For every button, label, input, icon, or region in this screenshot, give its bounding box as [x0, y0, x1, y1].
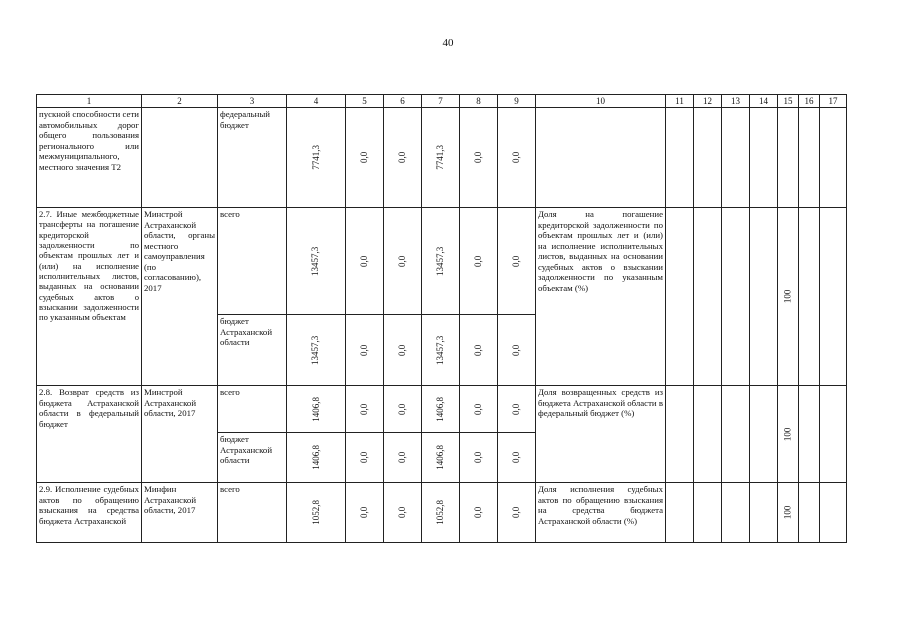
empty-cell — [666, 108, 694, 208]
executor-cell: Минстрой Астраханской области, 2017 — [142, 386, 218, 483]
value-cell: 0,0 — [460, 315, 498, 386]
value-cell: 0,0 — [498, 208, 536, 315]
funding-source-cell: всего — [218, 208, 287, 315]
value-cell: 0,0 — [498, 483, 536, 543]
empty-cell — [666, 208, 694, 386]
empty-cell — [750, 386, 778, 483]
column-header: 12 — [694, 95, 722, 108]
indicator-cell — [536, 108, 666, 208]
empty-cell — [666, 483, 694, 543]
program-table — [36, 94, 847, 543]
empty-cell — [750, 208, 778, 386]
empty-cell — [694, 108, 722, 208]
table-row — [37, 208, 847, 315]
empty-cell — [820, 108, 847, 208]
value-cell: 0,0 — [498, 108, 536, 208]
funding-source-cell: всего — [218, 386, 287, 433]
funding-source-cell: бюджет Астраханской области — [218, 433, 287, 483]
value-cell: 0,0 — [460, 433, 498, 483]
column-header: 3 — [218, 95, 287, 108]
indicator-cell: Доля исполнения судебных актов по обращению взыскания на средства бюджета Астраханской области (%) — [536, 483, 666, 543]
column-header: 7 — [422, 95, 460, 108]
empty-cell — [666, 386, 694, 483]
column-header: 8 — [460, 95, 498, 108]
value-cell: 7741,3 — [287, 108, 346, 208]
value-cell: 0,0 — [346, 208, 384, 315]
empty-cell — [722, 483, 750, 543]
column-header: 2 — [142, 95, 218, 108]
indicator-cell: Доля на погашение кредиторской задолженности по объектам прошлых лет и (или) на исполнение исполнительных листов, выданных на основании судебных актов о взыскании задолженности по указанным объектам (%) — [536, 208, 666, 386]
value-cell: 0,0 — [384, 483, 422, 543]
value-cell: 0,0 — [346, 386, 384, 433]
activity-cell: 2.7. Иные межбюджетные трансферты на погашение кредиторской задолженности по объектам прошлых лет и (или) на исполнение исполнительных листов, выданных на основании судебных актов о взыскании задолженности по указанным объектам — [37, 208, 142, 386]
empty-cell — [820, 386, 847, 483]
value-cell: 1406,8 — [422, 386, 460, 433]
column-header: 17 — [820, 95, 847, 108]
target-value-cell: 100 — [778, 386, 799, 483]
value-cell: 1052,8 — [422, 483, 460, 543]
target-value-cell: 100 — [778, 208, 799, 386]
empty-cell — [799, 208, 820, 386]
empty-cell — [694, 208, 722, 386]
column-header: 15 — [778, 95, 799, 108]
value-cell: 0,0 — [384, 108, 422, 208]
header-row — [37, 95, 847, 108]
value-cell: 0,0 — [384, 386, 422, 433]
column-header: 5 — [346, 95, 384, 108]
value-cell: 0,0 — [346, 483, 384, 543]
value-cell: 0,0 — [346, 433, 384, 483]
activity-cell: 2.9. Исполнение судебных актов по обращению взыскания на средства бюджета Астраханской — [37, 483, 142, 543]
column-header: 9 — [498, 95, 536, 108]
empty-cell — [722, 108, 750, 208]
column-header: 11 — [666, 95, 694, 108]
funding-source-cell: федеральный бюджет — [218, 108, 287, 208]
empty-cell — [750, 108, 778, 208]
value-cell: 0,0 — [460, 483, 498, 543]
value-cell: 7741,3 — [422, 108, 460, 208]
funding-source-cell: бюджет Астраханской области — [218, 315, 287, 386]
page-number: 40 — [442, 37, 454, 49]
target-value-cell: 100 — [778, 483, 799, 543]
empty-cell — [778, 108, 799, 208]
empty-cell — [799, 483, 820, 543]
value-cell: 0,0 — [498, 315, 536, 386]
value-cell: 1406,8 — [422, 433, 460, 483]
empty-cell — [722, 208, 750, 386]
value-cell: 13457,3 — [422, 315, 460, 386]
empty-cell — [820, 208, 847, 386]
column-header: 10 — [536, 95, 666, 108]
funding-source-cell: всего — [218, 483, 287, 543]
executor-cell: Минстрой Астраханской области, органы местного самоуправления (по согласованию), 2017 — [142, 208, 218, 386]
empty-cell — [820, 483, 847, 543]
column-header: 1 — [37, 95, 142, 108]
activity-cell: 2.8. Возврат средств из бюджета Астраханской области в федеральный бюджет — [37, 386, 142, 483]
value-cell: 0,0 — [346, 108, 384, 208]
value-cell: 0,0 — [346, 315, 384, 386]
empty-cell — [750, 483, 778, 543]
empty-cell — [799, 386, 820, 483]
table-row — [37, 108, 847, 208]
empty-cell — [694, 386, 722, 483]
executor-cell — [142, 108, 218, 208]
value-cell: 0,0 — [384, 208, 422, 315]
value-cell: 1052,8 — [287, 483, 346, 543]
value-cell: 13457,3 — [287, 208, 346, 315]
column-header: 13 — [722, 95, 750, 108]
column-header: 14 — [750, 95, 778, 108]
column-header: 16 — [799, 95, 820, 108]
indicator-cell: Доля возвращенных средств из бюджета Астраханской области в федеральный бюджет (%) — [536, 386, 666, 483]
table-row — [37, 483, 847, 543]
activity-cell: пускной способности сети автомобильных дорог общего пользования регионального или межмуниципального, местного значения Т2 — [37, 108, 142, 208]
value-cell: 0,0 — [498, 433, 536, 483]
value-cell: 13457,3 — [422, 208, 460, 315]
value-cell: 1406,8 — [287, 433, 346, 483]
value-cell: 13457,3 — [287, 315, 346, 386]
value-cell: 0,0 — [460, 208, 498, 315]
value-cell: 0,0 — [384, 433, 422, 483]
empty-cell — [722, 386, 750, 483]
value-cell: 0,0 — [460, 386, 498, 433]
value-cell: 0,0 — [384, 315, 422, 386]
value-cell: 0,0 — [498, 386, 536, 433]
column-header: 4 — [287, 95, 346, 108]
empty-cell — [799, 108, 820, 208]
value-cell: 0,0 — [460, 108, 498, 208]
value-cell: 1406,8 — [287, 386, 346, 433]
table-row — [37, 386, 847, 433]
empty-cell — [694, 483, 722, 543]
column-header: 6 — [384, 95, 422, 108]
executor-cell: Минфин Астраханской области, 2017 — [142, 483, 218, 543]
